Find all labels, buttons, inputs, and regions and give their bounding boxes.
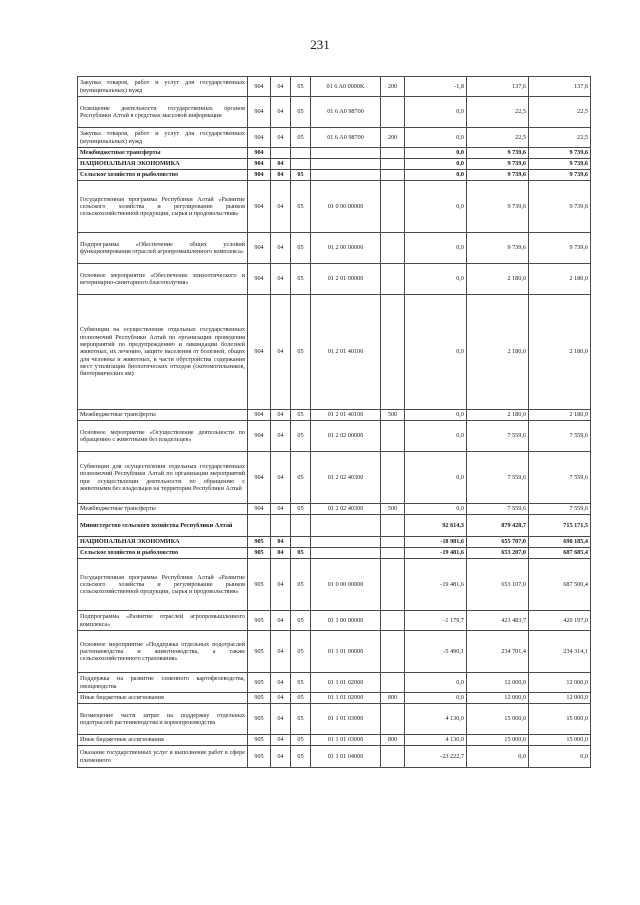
- row-amount-3: 137,6: [529, 77, 591, 97]
- row-target-article: 01 2 02 40300: [311, 452, 381, 504]
- row-amount-3: 687 500,4: [529, 559, 591, 611]
- row-section-code: 04: [271, 611, 291, 631]
- row-name: Закупка товаров, работ и услуг для государственных (муниципальных) нужд: [78, 128, 248, 148]
- row-expense-type: [381, 673, 405, 693]
- row-amount-1: -1 179,7: [405, 611, 467, 631]
- row-admin-code: 905: [248, 611, 271, 631]
- page-number: 231: [310, 37, 330, 52]
- table-row: [78, 704, 591, 735]
- table-row: [78, 421, 591, 452]
- row-target-article: 01 1 01 02000: [311, 673, 381, 693]
- row-admin-code: 905: [248, 673, 271, 693]
- row-amount-2: 655 707,0: [467, 537, 529, 548]
- row-section-code: [271, 148, 291, 159]
- row-target-article: 01 2 01 40100: [311, 295, 381, 410]
- row-expense-type: 200: [381, 77, 405, 97]
- row-name: Возмещение части затрат на поддержку отдельных подотраслей растениеводства и кормопроизводства: [78, 704, 248, 735]
- row-amount-3: 7 559,6: [529, 421, 591, 452]
- row-expense-type: [381, 97, 405, 128]
- row-admin-code: 904: [248, 159, 271, 170]
- row-name: Сельское хозяйство и рыболовство: [78, 170, 248, 181]
- row-amount-3: 7 559,6: [529, 504, 591, 515]
- row-admin-code: 904: [248, 128, 271, 148]
- row-amount-1: -5 490,1: [405, 631, 467, 673]
- row-expense-type: 500: [381, 410, 405, 421]
- row-amount-1: 0,0: [405, 452, 467, 504]
- row-expense-type: [381, 515, 405, 537]
- table-row: [78, 159, 591, 170]
- row-section-code: 04: [271, 128, 291, 148]
- row-admin-code: 904: [248, 97, 271, 128]
- table-row: [78, 264, 591, 295]
- row-name: Межбюджетные трансферты: [78, 148, 248, 159]
- row-name: Закупка товаров, работ и услуг для государственных (муниципальных) нужд: [78, 77, 248, 97]
- row-target-article: 01 6 A0 0000K: [311, 77, 381, 97]
- row-subsection-code: 05: [291, 631, 311, 673]
- row-amount-3: 7 559,6: [529, 452, 591, 504]
- table-row: [78, 148, 591, 159]
- row-name: Государственная программа Республики Алтай «Развитие сельского хозяйства и регулирование рынков сельскохозяйственной продукции, сырья и продовольствия»: [78, 181, 248, 233]
- row-name: НАЦИОНАЛЬНАЯ ЭКОНОМИКА: [78, 159, 248, 170]
- row-name: Основное мероприятие «Обеспечение эпизоотического и ветеринарно-санитарного благополучия»: [78, 264, 248, 295]
- row-name: Иные бюджетные ассигнования: [78, 735, 248, 746]
- row-amount-2: 9 739,6: [467, 159, 529, 170]
- table-row: [78, 537, 591, 548]
- row-subsection-code: [291, 148, 311, 159]
- row-amount-3: 2 180,0: [529, 410, 591, 421]
- row-section-code: 04: [271, 421, 291, 452]
- row-name: Сельское хозяйство и рыболовство: [78, 548, 248, 559]
- row-expense-type: [381, 746, 405, 768]
- row-subsection-code: 05: [291, 735, 311, 746]
- row-subsection-code: 05: [291, 181, 311, 233]
- row-subsection-code: 05: [291, 559, 311, 611]
- row-expense-type: [381, 421, 405, 452]
- row-expense-type: [381, 631, 405, 673]
- row-section-code: 04: [271, 704, 291, 735]
- row-section-code: 04: [271, 548, 291, 559]
- row-name: Субвенции на осуществление отдельных государственных полномочий Республики Алтай по организации проведения мероприятий по предупреждению и ликвидации болезней животных, их лечению, защите населения от болезней, общих для человека и животных, в части обустройства содержания мест утилизации биологических отходов (скотомогильников, биотермических ям): [78, 295, 248, 410]
- row-section-code: 04: [271, 97, 291, 128]
- table-row: [78, 233, 591, 264]
- row-amount-1: -1,8: [405, 77, 467, 97]
- row-admin-code: [248, 515, 271, 537]
- row-admin-code: 905: [248, 704, 271, 735]
- row-admin-code: 904: [248, 264, 271, 295]
- row-amount-3: 9 739,6: [529, 148, 591, 159]
- row-section-code: 04: [271, 170, 291, 181]
- row-target-article: [311, 515, 381, 537]
- row-amount-3: 715 171,5: [529, 515, 591, 537]
- row-amount-2: 12 000,0: [467, 693, 529, 704]
- row-section-code: 04: [271, 410, 291, 421]
- row-amount-2: 0,0: [467, 746, 529, 768]
- row-expense-type: [381, 452, 405, 504]
- row-amount-1: 0,0: [405, 673, 467, 693]
- row-section-code: 04: [271, 559, 291, 611]
- row-amount-1: 0,0: [405, 170, 467, 181]
- table-row: [78, 410, 591, 421]
- row-admin-code: 905: [248, 746, 271, 768]
- row-amount-3: 22,5: [529, 97, 591, 128]
- row-amount-2: 653 207,0: [467, 548, 529, 559]
- row-section-code: [271, 515, 291, 537]
- row-section-code: 04: [271, 77, 291, 97]
- row-target-article: 01 0 00 00000: [311, 559, 381, 611]
- row-amount-2: 2 180,0: [467, 295, 529, 410]
- row-amount-3: 690 185,4: [529, 537, 591, 548]
- row-admin-code: 904: [248, 295, 271, 410]
- row-section-code: 04: [271, 631, 291, 673]
- row-subsection-code: 05: [291, 264, 311, 295]
- row-target-article: [311, 537, 381, 548]
- table-row: [78, 611, 591, 631]
- row-amount-1: -18 981,6: [405, 537, 467, 548]
- row-section-code: 04: [271, 264, 291, 295]
- row-amount-1: 4 130,0: [405, 735, 467, 746]
- row-name: Субвенции для осуществления отдельных государственных полномочий Республики Алтай по организации мероприятий при осуществлении деятельности по обращению с животными без владельцев на территории Республики Алтай: [78, 452, 248, 504]
- row-target-article: 01 2 00 00000: [311, 233, 381, 264]
- row-target-article: [311, 548, 381, 559]
- row-amount-2: 15 000,0: [467, 735, 529, 746]
- row-subsection-code: 05: [291, 746, 311, 768]
- row-name: Подпрограмма «Развитие отраслей агропромышленного комплекса»: [78, 611, 248, 631]
- row-expense-type: [381, 181, 405, 233]
- row-target-article: [311, 148, 381, 159]
- row-expense-type: [381, 537, 405, 548]
- row-amount-3: 2 180,0: [529, 264, 591, 295]
- table-row: [78, 181, 591, 233]
- row-amount-2: 22,5: [467, 128, 529, 148]
- row-section-code: 04: [271, 537, 291, 548]
- row-name: Межбюджетные трансферты: [78, 410, 248, 421]
- row-name: Оказание государственных услуг и выполнение работ в сфере племенного: [78, 746, 248, 768]
- table-row: [78, 97, 591, 128]
- table-row: [78, 504, 591, 515]
- row-admin-code: 904: [248, 452, 271, 504]
- row-amount-2: 879 428,7: [467, 515, 529, 537]
- row-subsection-code: 05: [291, 128, 311, 148]
- row-target-article: [311, 170, 381, 181]
- row-name: Поддержка на развитие семенного картофелеводства, овощеводства: [78, 673, 248, 693]
- row-amount-2: 137,6: [467, 77, 529, 97]
- row-amount-2: 22,5: [467, 97, 529, 128]
- row-target-article: 01 2 02 40300: [311, 504, 381, 515]
- row-expense-type: [381, 548, 405, 559]
- row-subsection-code: 05: [291, 77, 311, 97]
- row-expense-type: [381, 704, 405, 735]
- row-amount-1: 0,0: [405, 233, 467, 264]
- row-section-code: 04: [271, 295, 291, 410]
- row-amount-1: 0,0: [405, 181, 467, 233]
- row-amount-1: 0,0: [405, 128, 467, 148]
- row-amount-1: -19 481,6: [405, 559, 467, 611]
- row-subsection-code: 05: [291, 410, 311, 421]
- row-section-code: 04: [271, 504, 291, 515]
- row-target-article: 01 1 00 00000: [311, 611, 381, 631]
- row-target-article: 01 6 A0 98700: [311, 128, 381, 148]
- row-subsection-code: 05: [291, 673, 311, 693]
- row-amount-3: 234 314,1: [529, 631, 591, 673]
- row-expense-type: [381, 159, 405, 170]
- row-admin-code: 904: [248, 504, 271, 515]
- row-amount-1: 0,0: [405, 693, 467, 704]
- row-amount-2: 2 180,0: [467, 264, 529, 295]
- row-name: Подпрограмма «Обеспечение общих условий функционирования отраслей агропромышленного комплекса»: [78, 233, 248, 264]
- row-admin-code: 904: [248, 410, 271, 421]
- row-amount-3: 2 180,0: [529, 295, 591, 410]
- table-row: [78, 128, 591, 148]
- row-subsection-code: 05: [291, 704, 311, 735]
- row-subsection-code: [291, 159, 311, 170]
- row-section-code: 04: [271, 673, 291, 693]
- row-admin-code: 904: [248, 233, 271, 264]
- row-section-code: 04: [271, 233, 291, 264]
- row-amount-1: 92 614,3: [405, 515, 467, 537]
- row-section-code: 04: [271, 452, 291, 504]
- row-subsection-code: 05: [291, 548, 311, 559]
- row-subsection-code: 05: [291, 421, 311, 452]
- table-row: [78, 295, 591, 410]
- row-subsection-code: 05: [291, 295, 311, 410]
- row-admin-code: 904: [248, 421, 271, 452]
- row-amount-2: 7 559,6: [467, 421, 529, 452]
- row-target-article: 01 2 01 40100: [311, 410, 381, 421]
- row-target-article: 01 0 00 00000: [311, 181, 381, 233]
- row-target-article: 01 6 A0 98700: [311, 97, 381, 128]
- row-name: НАЦИОНАЛЬНАЯ ЭКОНОМИКА: [78, 537, 248, 548]
- row-admin-code: 904: [248, 181, 271, 233]
- row-amount-3: 9 739,6: [529, 233, 591, 264]
- row-subsection-code: [291, 537, 311, 548]
- row-section-code: 04: [271, 693, 291, 704]
- row-name: Основное мероприятие «Осуществление деятельности по обращению с животными без владельцев»: [78, 421, 248, 452]
- row-amount-2: 15 000,0: [467, 704, 529, 735]
- table-row: [78, 77, 591, 97]
- row-amount-2: 9 739,6: [467, 170, 529, 181]
- table-row: [78, 746, 591, 768]
- row-amount-1: 0,0: [405, 410, 467, 421]
- row-name: Иные бюджетные ассигнования: [78, 693, 248, 704]
- row-section-code: 04: [271, 181, 291, 233]
- row-amount-3: 15 000,0: [529, 735, 591, 746]
- row-subsection-code: 05: [291, 693, 311, 704]
- row-name: Основное мероприятие «Поддержка отдельных подотраслей растениеводства и животноводства, а также сельскохозяйственного страхования»: [78, 631, 248, 673]
- row-admin-code: 904: [248, 77, 271, 97]
- table-row: [78, 452, 591, 504]
- row-amount-2: 7 559,6: [467, 504, 529, 515]
- row-target-article: 01 2 02 00000: [311, 421, 381, 452]
- row-target-article: 01 1 01 02000: [311, 693, 381, 704]
- row-amount-3: 9 739,6: [529, 170, 591, 181]
- row-amount-1: 0,0: [405, 97, 467, 128]
- budget-table: [77, 76, 591, 768]
- row-name: Государственная программа Республики Алтай «Развитие сельского хозяйства и регулирование рынков сельскохозяйственной продукции, сырья и продовольствия»: [78, 559, 248, 611]
- row-subsection-code: 05: [291, 611, 311, 631]
- row-amount-1: -19 481,6: [405, 548, 467, 559]
- row-amount-2: 9 739,6: [467, 233, 529, 264]
- row-subsection-code: 05: [291, 170, 311, 181]
- row-amount-3: 420 197,0: [529, 611, 591, 631]
- row-amount-2: 9 739,6: [467, 148, 529, 159]
- table-row: [78, 515, 591, 537]
- row-admin-code: 905: [248, 537, 271, 548]
- row-target-article: 01 1 01 04000: [311, 746, 381, 768]
- row-expense-type: [381, 148, 405, 159]
- row-admin-code: 905: [248, 631, 271, 673]
- table-row: [78, 673, 591, 693]
- row-amount-3: 687 685,4: [529, 548, 591, 559]
- row-expense-type: [381, 264, 405, 295]
- row-subsection-code: 05: [291, 233, 311, 264]
- row-amount-3: 9 739,6: [529, 181, 591, 233]
- row-admin-code: 905: [248, 548, 271, 559]
- row-amount-2: 2 180,0: [467, 410, 529, 421]
- row-amount-1: 4 130,0: [405, 704, 467, 735]
- budget-table-body: [78, 77, 591, 768]
- row-expense-type: 500: [381, 504, 405, 515]
- table-row: [78, 559, 591, 611]
- row-admin-code: 905: [248, 559, 271, 611]
- row-amount-1: -23 222,7: [405, 746, 467, 768]
- table-row: [78, 693, 591, 704]
- row-target-article: 01 1 01 03000: [311, 704, 381, 735]
- row-expense-type: 800: [381, 735, 405, 746]
- row-subsection-code: [291, 515, 311, 537]
- row-target-article: 01 1 01 03000: [311, 735, 381, 746]
- row-subsection-code: 05: [291, 452, 311, 504]
- row-admin-code: 904: [248, 170, 271, 181]
- row-amount-3: 12 000,0: [529, 693, 591, 704]
- table-row: [78, 170, 591, 181]
- row-amount-2: 653 107,0: [467, 559, 529, 611]
- row-amount-1: 0,0: [405, 159, 467, 170]
- row-expense-type: [381, 295, 405, 410]
- row-target-article: 01 1 01 00000: [311, 631, 381, 673]
- row-target-article: [311, 159, 381, 170]
- row-expense-type: [381, 559, 405, 611]
- row-amount-3: 9 739,6: [529, 159, 591, 170]
- row-amount-3: 0,0: [529, 746, 591, 768]
- row-amount-1: 0,0: [405, 421, 467, 452]
- table-row: [78, 631, 591, 673]
- row-target-article: 01 2 01 00000: [311, 264, 381, 295]
- row-amount-2: 7 559,6: [467, 452, 529, 504]
- row-amount-2: 234 701,4: [467, 631, 529, 673]
- row-subsection-code: 05: [291, 504, 311, 515]
- row-amount-2: 423 483,7: [467, 611, 529, 631]
- row-expense-type: [381, 611, 405, 631]
- row-admin-code: 905: [248, 693, 271, 704]
- row-expense-type: 800: [381, 693, 405, 704]
- row-name: Освещение деятельности государственных органов Республики Алтай в средствах массовой информации: [78, 97, 248, 128]
- table-row: [78, 548, 591, 559]
- row-amount-3: 22,5: [529, 128, 591, 148]
- row-amount-2: 12 000,0: [467, 673, 529, 693]
- row-subsection-code: 05: [291, 97, 311, 128]
- row-expense-type: [381, 233, 405, 264]
- row-expense-type: 200: [381, 128, 405, 148]
- table-row: [78, 735, 591, 746]
- row-admin-code: 905: [248, 735, 271, 746]
- row-expense-type: [381, 170, 405, 181]
- row-amount-3: 12 000,0: [529, 673, 591, 693]
- row-name: Министерство сельского хозяйства Республики Алтай: [78, 515, 248, 537]
- row-admin-code: 904: [248, 148, 271, 159]
- row-section-code: 04: [271, 735, 291, 746]
- row-amount-1: 0,0: [405, 264, 467, 295]
- row-section-code: 04: [271, 746, 291, 768]
- row-section-code: 04: [271, 159, 291, 170]
- row-amount-1: 0,0: [405, 504, 467, 515]
- row-amount-1: 0,0: [405, 148, 467, 159]
- row-amount-3: 15 000,0: [529, 704, 591, 735]
- row-amount-2: 9 739,6: [467, 181, 529, 233]
- row-amount-1: 0,0: [405, 295, 467, 410]
- row-name: Межбюджетные трансферты: [78, 504, 248, 515]
